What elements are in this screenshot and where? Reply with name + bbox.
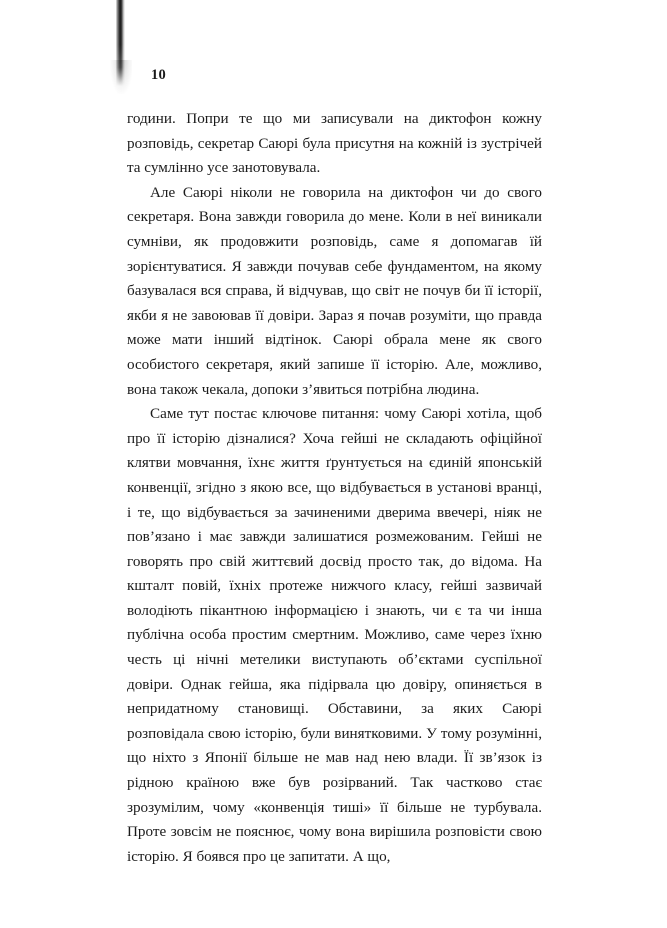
page-number: 10 xyxy=(151,67,167,83)
body-text xyxy=(127,107,542,869)
paragraph-3: Саме тут постає ключове питання: чому Саюрі хотіла, щоб про її історію дізналися? Хоча гейші не складають офіційної клятви мовчання, їхнє життя ґрунтується на єдиній японській конвенції, згідно з якою все, що відбувається в установі вранці, і те, що відбувається за зачиненими дверима ввечері, ніяк не пов’язано і має завжди залишатися розмежованим. Гейші не говорять про свій життєвий досвід просто так, до відома. На кшталт повій, їхніх протеже нижчого класу, гейші зазвичай володіють пікантною інформацією і знають, чи є та чи інша публічна особа простим смертним. Можливо, саме через їхню честь ці нічні метелики виступають об’єктами суспільної довіри. Однак гейша, яка підірвала цю довіру, опиняється в непридатному становищі. Обставини, за яких Саюрі розповідала свою історію, були винятковими. У тому розумінні, що ніхто з Японії більше не мав над нею влади. Її зв’язок із рідною країною вже був розірваний. Так частково стає зрозумілим, чому «конвенція тиші» її більше не турбувала. Проте зовсім не пояснює, чому вона вирішила розповісти свою історію. Я боявся про це запитати. А що, xyxy=(127,405,542,865)
paragraph-1: години. Попри те що ми записували на диктофон кожну розповідь, секретар Саюрі була присутня на кожній із зустрічей та сумлінно усе занотовувала. xyxy=(127,110,542,177)
book-spine-shadow xyxy=(116,0,125,86)
paragraph-2: Але Саюрі ніколи не говорила на диктофон чи до свого секретаря. Вона завжди говорила до мене. Коли в неї виникали сумніви, як продовжити розповідь, саме я допомагав їй зорієнтуватися. Я завжди почував себе фундаментом, на якому базувалася вся справа, й відчував, що світ не почув би її історії, якби я не завоював її довіри. Зараз я почав розуміти, що правда може мати інший відтінок. Саюрі обрала мене як свого особистого секретаря, який запише її історію. Але, можливо, вона також чекала, допоки з’явиться потрібна людина. xyxy=(127,183,542,398)
text-block xyxy=(127,66,542,869)
